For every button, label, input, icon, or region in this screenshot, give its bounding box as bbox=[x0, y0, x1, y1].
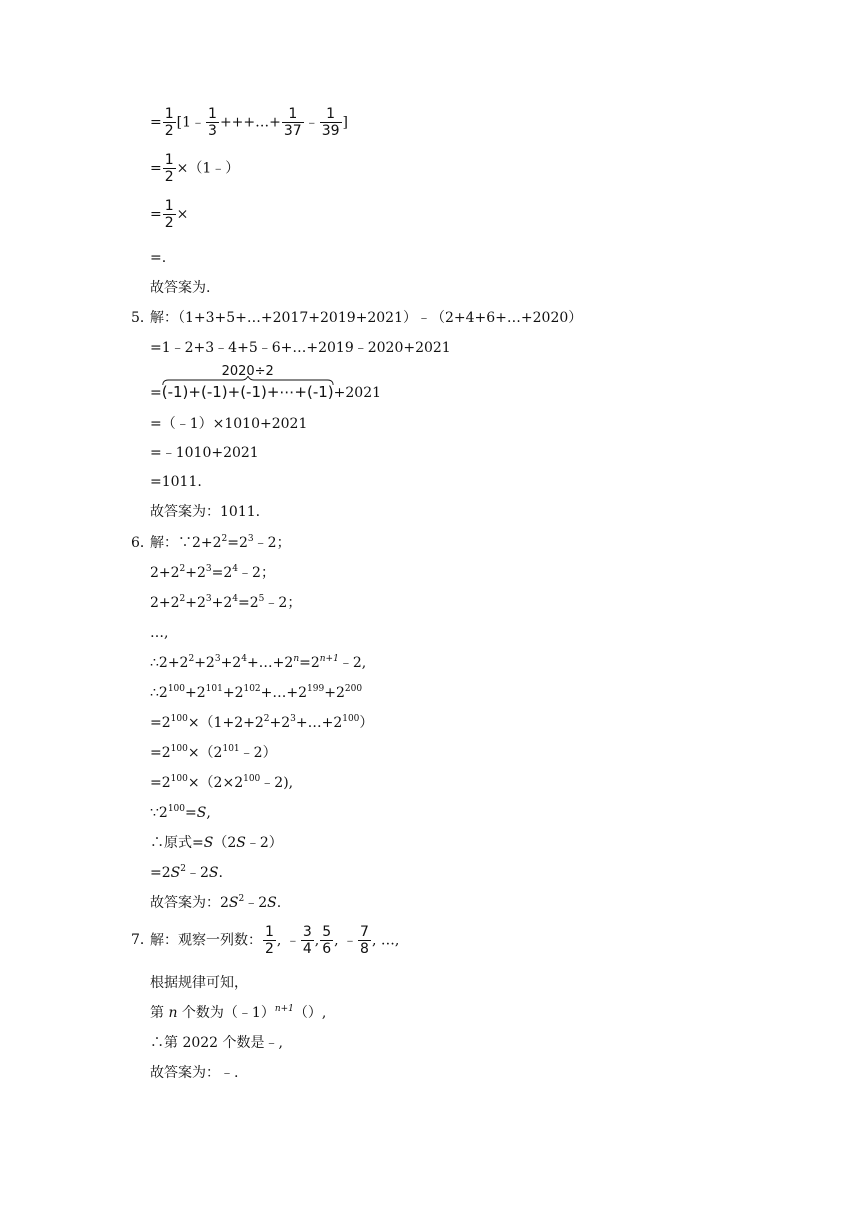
overbrace-group: 2020÷2 (-1)+(-1)+(-1)+⋯+(-1) bbox=[161, 364, 334, 401]
q6-line-9: $=2^{100}\times(2\times 2^{100}﹣2)$, bbox=[150, 774, 294, 791]
fraction: $\frac{1}{39}$ bbox=[321, 106, 340, 139]
fraction: $\frac{7}{8}$ bbox=[360, 924, 369, 957]
q5-line-1: 解：（1+3+5+…+2017+2019+2021）﹣（2+4+6+…+2020） bbox=[150, 310, 583, 326]
fraction: $\frac{1}{2}$ bbox=[164, 152, 174, 185]
q6-line-4: …, bbox=[150, 625, 169, 641]
q7-line-3: 第 n 个数为（﹣1）$^{n+1}$（）, bbox=[150, 1004, 327, 1021]
question-number: 7． bbox=[131, 932, 154, 948]
q6-line-12: $=2S^2﹣2S$. bbox=[150, 864, 223, 881]
q6-answer: 故答案为：$2S^2﹣2S$. bbox=[150, 894, 282, 911]
q5-line-2: =1﹣2+3﹣4+5﹣6+…+2019﹣2020+2021 bbox=[150, 340, 451, 356]
q5-line-5: =﹣1010+2021 bbox=[150, 445, 259, 461]
q6-line-5: $\therefore 2+2^2+2^3+2^4+\dots+2^n=2^{n+1}﹣2$, bbox=[150, 654, 367, 671]
q4-line-4: =. bbox=[150, 250, 167, 266]
fraction: $\frac{5}{6}$ bbox=[322, 924, 332, 957]
q6-line-11: ∴原式=S（2S﹣2） bbox=[150, 835, 283, 851]
question-number: 6． bbox=[131, 535, 154, 551]
fraction: $\frac{1}{3}$ bbox=[208, 106, 217, 139]
q7-line-1: 解：观察一列数： $\frac{1}{2}$ , ﹣ $\frac{3}{4}$ , $\frac{5}{6}$ , ﹣ $\frac{7}{8}$ , …, bbox=[150, 924, 400, 957]
fraction: $\frac{1}{37}$ bbox=[283, 106, 302, 139]
fraction: $\frac{1}{2}$ bbox=[164, 198, 174, 231]
q7-line-4: ∴第 2022 个数是﹣, bbox=[150, 1035, 283, 1051]
q4-line-1: = $\frac{1}{2}$ [1﹣ $\frac{1}{3}$ +++…+ $\frac{1}{37}$ ﹣ $\frac{1}{39}$ ] bbox=[150, 106, 348, 139]
q7-answer: 故答案为：﹣. bbox=[150, 1065, 239, 1081]
overbrace-icon bbox=[162, 376, 334, 386]
q6-line-3: $2+2^2+2^3+2^4=2^5﹣2$； bbox=[150, 594, 302, 611]
q4-answer: 故答案为. bbox=[150, 280, 211, 296]
question-number: 5． bbox=[131, 310, 154, 326]
q6-line-2: $2+2^2+2^3=2^4﹣2$； bbox=[150, 564, 275, 581]
q7-line-2: 根据规律可知， bbox=[150, 975, 248, 991]
q6-line-8: $=2^{100}\times(2^{101}﹣2)$ bbox=[150, 744, 277, 761]
fraction: $\frac{3}{4}$ bbox=[302, 924, 312, 957]
q4-line-3: = $\frac{1}{2}$ × bbox=[150, 198, 189, 231]
q4-line-2: = $\frac{1}{2}$ ×（1﹣） bbox=[150, 152, 240, 185]
q5-line-3: = 2020÷2 (-1)+(-1)+(-1)+⋯+(-1)+2021 bbox=[150, 364, 382, 401]
fraction: $\frac{1}{2}$ bbox=[164, 106, 174, 139]
q6-line-6: $\therefore 2^{100}+2^{101}+2^{102}+\dots+2^{199}+2^{200}$ bbox=[150, 684, 363, 701]
q6-line-1: 解：$\because 2+2^2=2^3﹣2$； bbox=[150, 534, 291, 551]
q5-line-4: =（﹣1）×1010+2021 bbox=[150, 416, 308, 432]
overbrace-label: 2020÷2 bbox=[221, 364, 274, 379]
q5-line-6: =1011. bbox=[150, 474, 202, 490]
q5-answer: 故答案为：1011. bbox=[150, 504, 261, 520]
fraction: $\frac{1}{2}$ bbox=[265, 924, 274, 957]
q6-line-7: $=2^{100}\times(1+2+2^2+2^3+\dots+2^{100})$ bbox=[150, 714, 374, 731]
q6-line-10: $\because 2^{100}=S$, bbox=[150, 804, 211, 821]
